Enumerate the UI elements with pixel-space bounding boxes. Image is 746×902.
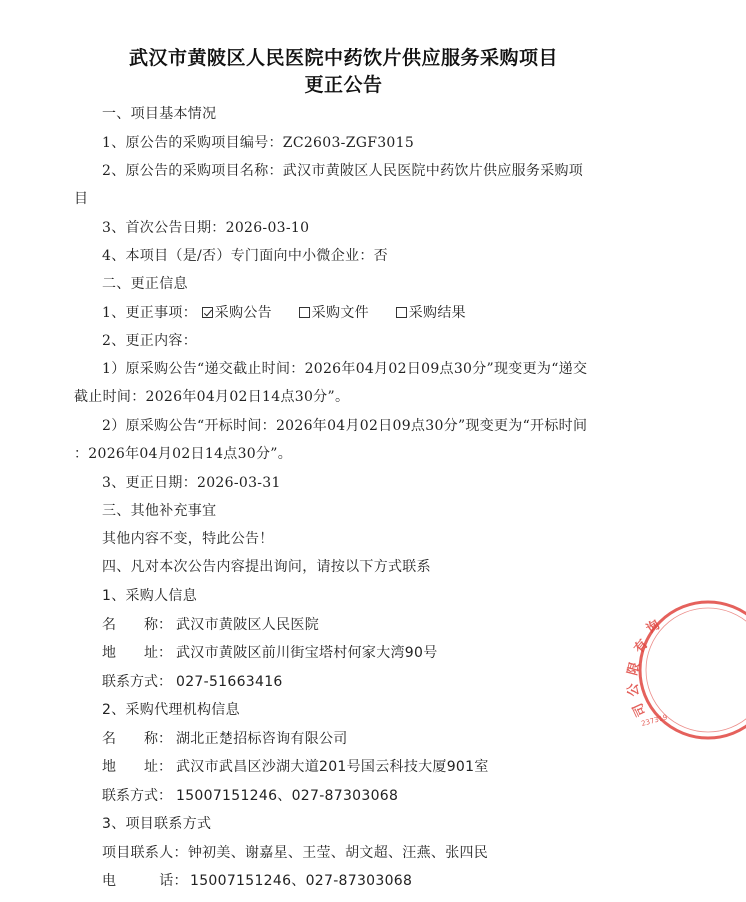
agency-heading: 2、采购代理机构信息 (102, 702, 240, 718)
seal-char-2: 有 (631, 636, 652, 657)
announcement-title: 武汉市黄陂区人民医院中药饮片供应服务采购项目 (128, 47, 558, 69)
purchaser-name-label: 名 称： (102, 617, 172, 633)
correction-items (102, 302, 488, 322)
purchaser-name: 武汉市黄陂区人民医院 (176, 617, 319, 633)
change2-line1: 2）原采购公告“开标时间：2026年04月02日09点30分”现变更为“开标时间 (102, 418, 588, 434)
company-seal-icon (625, 598, 746, 748)
section2-heading: 二、更正信息 (102, 276, 188, 292)
change1-line2: 截止时间：2026年04月02日14点30分”。 (74, 389, 350, 405)
project-people-label: 项目联系人： (102, 845, 188, 861)
purchaser-address-row (102, 642, 438, 662)
change2-line2: ：2026年04月02日14点30分”。 (74, 446, 293, 462)
other-matters-text: 其他内容不变，特此公告！ (102, 531, 274, 547)
checked-box-icon (202, 307, 213, 318)
seal-number: 237319 (640, 713, 669, 728)
section1-heading: 一、项目基本情况 (102, 106, 217, 122)
purchaser-contact: 027-51663416 (176, 674, 283, 690)
agency-address: 武汉市武昌区沙湖大道201号国云科技大厦901室 (176, 759, 489, 775)
project-name-line1: 2、原公告的采购项目名称：武汉市黄陂区人民医院中药饮片供应服务采购项 (102, 163, 584, 179)
purchaser-name-row (102, 614, 319, 634)
section4-heading: 四、凡对本次公告内容提出询问，请按以下方式联系 (102, 559, 431, 575)
agency-address-label: 地 址： (102, 759, 172, 775)
correction-date: 3、更正日期：2026-03-31 (102, 475, 281, 491)
purchaser-heading: 1、采购人信息 (102, 588, 198, 604)
seal-char-5: 司 (630, 700, 650, 719)
purchaser-address: 武汉市黄陂区前川街宝塔村何家大湾90号 (176, 645, 438, 661)
project-name-line2: 目 (74, 191, 89, 207)
project-phone: 15007151246、027-87303068 (190, 873, 413, 889)
project-people-row (102, 842, 488, 862)
change1-line1: 1）原采购公告“递交截止时间：2026年04月02日09点30分”现变更为“递交 (102, 361, 588, 377)
purchaser-contact-row (102, 671, 283, 691)
unchecked-box-icon (396, 307, 407, 318)
agency-contact-label: 联系方式： (102, 788, 172, 804)
agency-name: 湖北正楚招标咨询有限公司 (176, 731, 348, 747)
seal-char-3: 限 (625, 660, 644, 678)
option-documents: 采购文件 (299, 302, 369, 322)
option-results: 采购结果 (396, 302, 466, 322)
option-announcement: 采购公告 (202, 302, 272, 322)
project-people: 钟初美、谢嘉星、王莹、胡文超、汪燕、张四民 (187, 845, 489, 861)
project-phone-label: 电 话： (102, 873, 188, 889)
purchaser-address-label: 地 址： (102, 645, 172, 661)
section3-heading: 三、其他补充事宜 (102, 503, 217, 519)
project-phone-row (102, 870, 412, 890)
agency-name-row (102, 728, 348, 748)
seal-char-1: 询 (643, 617, 663, 638)
seal-char-4: 公 (625, 682, 642, 697)
agency-contact-row (102, 785, 398, 805)
purchaser-contact-label: 联系方式： (102, 674, 172, 690)
announcement-subtitle: 更正公告 (304, 74, 383, 96)
first-announcement-date: 3、首次公告日期：2026-03-10 (102, 220, 310, 236)
project-contact-heading: 3、项目联系方式 (102, 816, 212, 832)
agency-address-row (102, 756, 489, 776)
project-number: 1、原公告的采购项目编号：ZC2603-ZGF3015 (102, 135, 415, 151)
unchecked-box-icon (299, 307, 310, 318)
agency-name-label: 名 称： (102, 731, 172, 747)
correction-items-label: 1、更正事项： (102, 305, 198, 321)
sme-only: 4、本项目（是/否）专门面向中小微企业：否 (102, 248, 388, 264)
agency-contact: 15007151246、027-87303068 (176, 788, 399, 804)
correction-content-label: 2、更正内容： (102, 333, 198, 349)
